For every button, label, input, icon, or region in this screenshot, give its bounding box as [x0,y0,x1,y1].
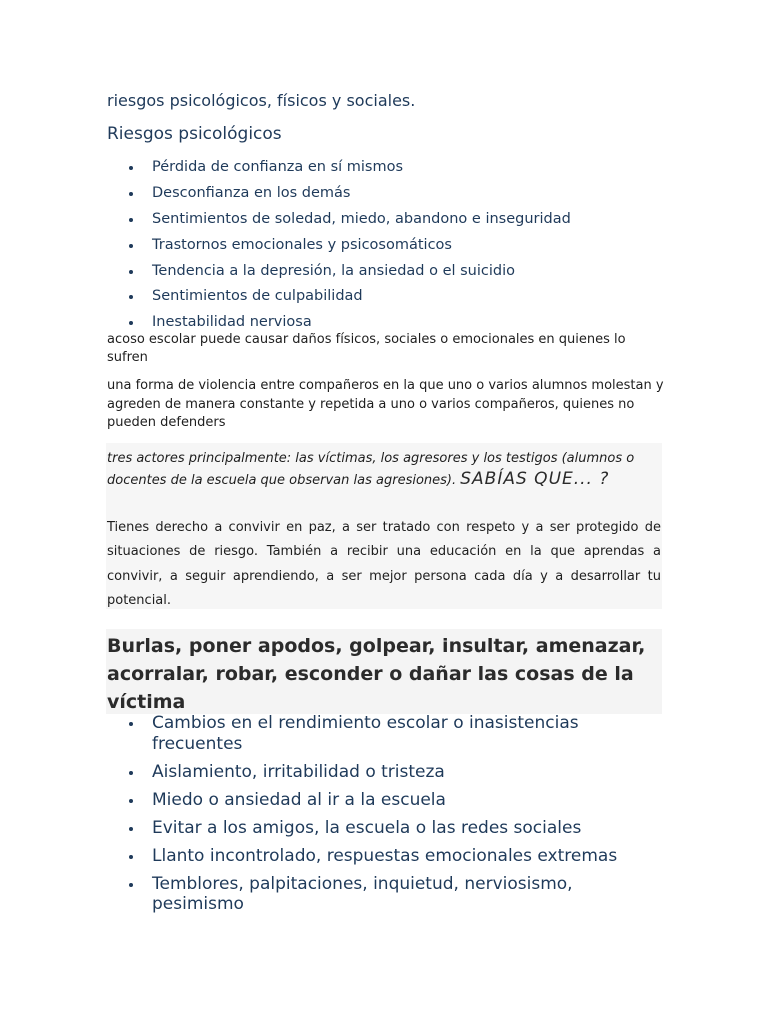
did-you-know-heading: SABÍAS QUE... ? [460,469,610,489]
list-item: Temblores, palpitaciones, inquietud, nerviosismo, pesimismo [107,874,667,915]
bullying-behaviors-heading: Burlas, poner apodos, golpear, insultar, amenazar, acorralar, robar, esconder o dañar las cosas de la víctima [107,635,646,713]
warning-signs-list [107,713,667,922]
list-item: Cambios en el rendimiento escolar o inasistencias frecuentes [107,713,667,754]
bullying-effects-paragraph: acoso escolar puede causar daños físicos, sociales o emocionales en quienes lo sufren [107,332,626,365]
rights-paragraph: Tienes derecho a convivir en paz, a ser tratado con respeto y a ser protegido de situaciones de riesgo. También a recibir una educación en la que aprendas a convivir, a seguir aprendiendo, a ser mejor persona cada día y a desarrollar tu potencial. [107,520,661,608]
intro-line: riesgos psicológicos, físicos y sociales. [107,91,416,110]
list-item: Evitar a los amigos, la escuela o las redes sociales [107,818,667,839]
list-item: Llanto incontrolado, respuestas emocionales extremas [107,846,667,867]
list-item: Pérdida de confianza en sí mismos [107,157,571,183]
bullying-definition-paragraph: una forma de violencia entre compañeros en la que uno o varios alumnos molestan y agreden de manera constante y repetida a uno o varios compañeros, quienes no pueden defenders [107,378,664,430]
actors-paragraph [107,448,663,491]
psych-risks-list [107,157,571,338]
list-item: Inestabilidad nerviosa [107,312,571,338]
list-item: Trastornos emocionales y psicosomáticos [107,235,571,261]
list-item: Tendencia a la depresión, la ansiedad o el suicidio [107,261,571,287]
list-item: Miedo o ansiedad al ir a la escuela [107,790,667,811]
list-item: Desconfianza en los demás [107,183,571,209]
list-item: Aislamiento, irritabilidad o tristeza [107,762,667,783]
actors-text: tres actores principalmente: las víctimas, los agresores y los testigos (alumnos o docentes de la escuela que observan las agresiones). [107,451,635,488]
list-item: Sentimientos de soledad, miedo, abandono e inseguridad [107,209,571,235]
psych-risks-heading: Riesgos psicológicos [107,124,282,144]
list-item: Sentimientos de culpabilidad [107,286,571,312]
